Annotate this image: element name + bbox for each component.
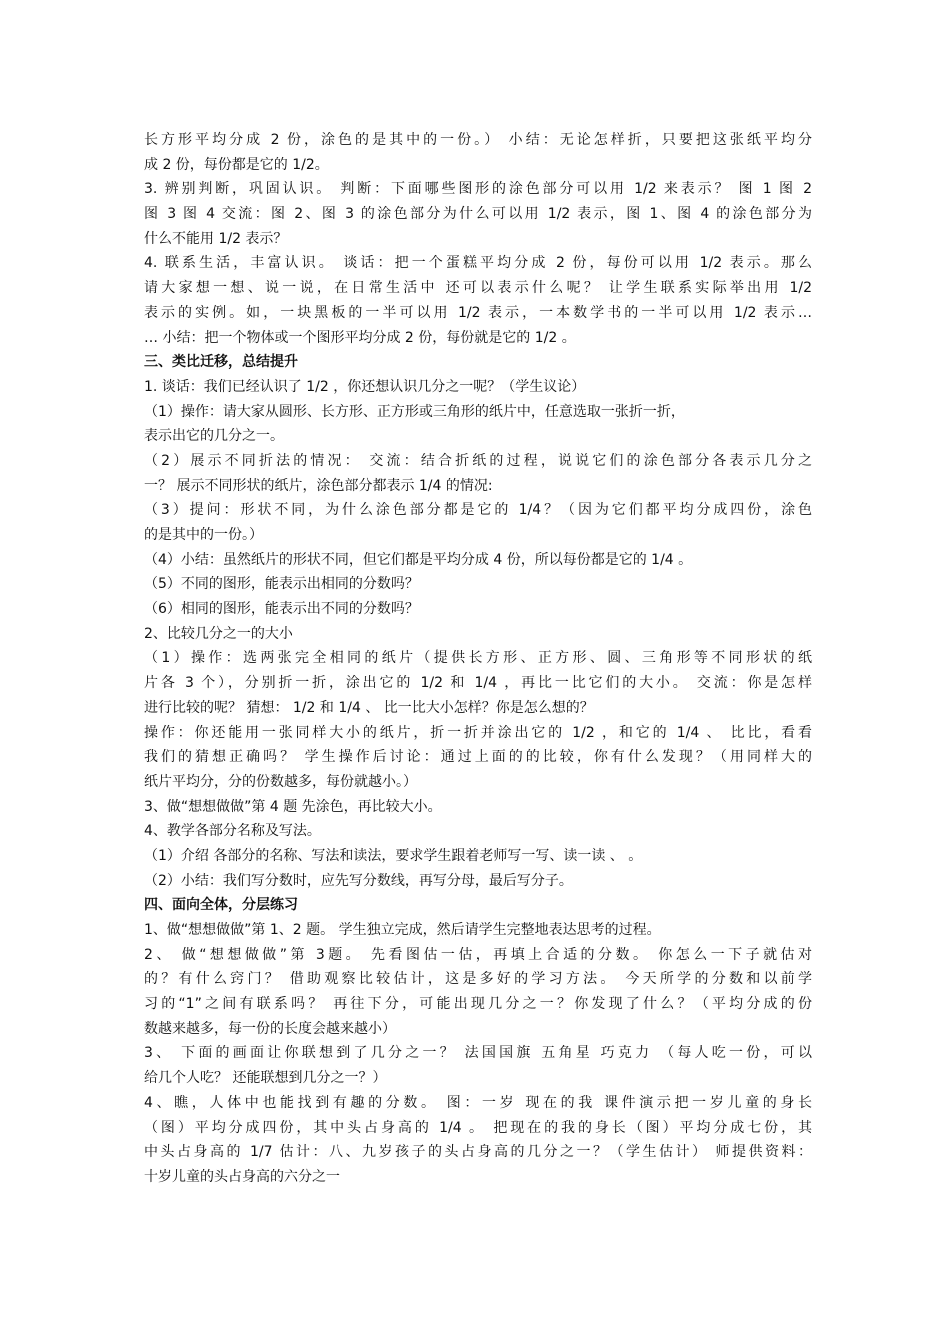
text-line: 长方形平均分成 2 份，涂色的是其中的一份。） 小结：无论怎样折，只要把这张纸平均分 [144,132,812,148]
text-line: （5）不同的图形，能表示出相同的分数吗？ [144,576,419,593]
text-line: 一？ 展示不同形状的纸片，涂色部分都表示 1/4 的情况: [144,477,493,494]
text-line: 2、 做“想想做做”第 3题。 先看图估一估，再填上合适的分数。 你怎么一下子就估对 [144,946,812,963]
text-line: 3、做“想想做做”第 4 题 先涂色，再比较大小。 [144,798,442,815]
section-heading: 三、类比迁移，总结提升 [144,354,298,371]
text-line: 4、教学各部分名称及写法。 [144,823,321,840]
text-line: 1. 谈话：我们已经认识了 1/2 ，你还想认识几分之一呢？（学生议论） [144,378,586,395]
text-line: 1、做“想想做做”第 1、2 题。 学生独立完成，然后请学生完整地表达思考的过程。 [144,922,661,938]
text-line: 的是其中的一份。） [144,527,263,543]
text-line: （1）介绍 各部分的名称、写法和读法，要求学生跟着老师写一写、读一读 、 。 [144,847,643,864]
text-line: 表示的实例。如，一块黑板的一半可以用 1/2 表示，一本数学书的一半可以用 1/2 表示… [144,304,812,321]
text-line: （2）小结：我们写分数时，应先写分数线，再写分母，最后写分子。 [144,872,573,889]
text-line: 什么不能用 1/2 表示？ [144,230,288,247]
text-line: （图）平均分成四份，其中头占身高的 1/4 。 把现在的我的身长（图）平均分成七份，其 [144,1119,812,1136]
text-line: 给几个人吃？ 还能联想到几分之一？） [144,1070,387,1087]
text-line: 3. 辨别判断，巩固认识。 判断：下面哪些图形的涂色部分可以用 1/2 来表示？ 图 1 图 2 [144,181,812,198]
text-line: 进行比较的呢？ 猜想： 1/2 和 1/4 、 比一比大小怎样？你是怎么想的？ [144,699,594,716]
text-line: 习的“1”之间有联系吗？ 再往下分，可能出现几分之一？你发现了什么？（平均分成的份 [144,996,812,1013]
text-line: 图 3 图 4 交流：图 2、图 3 的涂色部分为什么可以用 1/2 表示，图 1、图 4 的涂色部分为 [144,206,812,223]
text-line: （1）操作：选两张完全相同的纸片（提供长方形、正方形、圆、三角形等不同形状的纸 [144,650,812,667]
text-line: 中头占身高的 1/7 估计：八、九岁孩子的头占身高的几分之一？（学生估计） 师提供资料： [144,1144,812,1161]
text-line: 片各 3 个），分别折一折，涂出它的 1/2 和 1/4 ，再比一比它们的大小。 交流：你是怎样 [144,675,812,692]
text-line: 4、瞧，人体中也能找到有趣的分数。 图：一岁 现在的我 课件演示把一岁儿童的身长 [144,1094,812,1111]
text-line: 2、比较几分之一的大小 [144,625,293,642]
text-line: 的？有什么窍门？ 借助观察比较估计，这是多好的学习方法。 今天所学的分数和以前学 [144,971,812,988]
text-line: 4. 联系生活，丰富认识。 谈话：把一个蛋糕平均分成 2 份，每份可以用 1/2 表示。那么 [144,255,812,272]
text-line: … 小结：把一个物体或一个图形平均分成 2 份，每份就是它的 1/2 。 [144,329,576,346]
text-line: （6）相同的图形，能表示出不同的分数吗？ [144,601,419,618]
document-page [144,128,812,1190]
text-line: （4）小结：虽然纸片的形状不同，但它们都是平均分成 4 份，所以每份都是它的 1/4 。 [144,551,693,568]
section-heading: 四、面向全体，分层练习 [144,897,298,914]
text-line: （2）展示不同折法的情况： 交流：结合折纸的过程，说说它们的涂色部分各表示几分之 [144,452,812,469]
text-line: 请大家想一想、说一说，在日常生活中 还可以表示什么呢？ 让学生联系实际举出用 1/2 [144,280,812,297]
text-line: 3、 下面的画面让你联想到了几分之一？ 法国国旗 五角星 巧克力 （每人吃一份，可以 [144,1045,812,1062]
text-line: 操作：你还能用一张同样大小的纸片，折一折并涂出它的 1/2 ，和它的 1/4 、 比比，看看 [144,724,812,741]
text-line: （1）操作：请大家从圆形、长方形、正方形或三角形的纸片中，任意选取一张折一折， [144,403,685,420]
text-line: （3）提问：形状不同，为什么涂色部分都是它的 1/4？（因为它们都平均分成四份，涂色 [144,502,812,519]
text-line: 纸片平均分，分的份数越多，每份就越小。） [144,773,417,790]
text-line: 表示出它的几分之一。 [144,428,284,445]
text-line: 数越来越多，每一份的长度会越来越小） [144,1020,396,1037]
document-body [144,128,812,1190]
text-line: 成 2 份，每份都是它的 1/2。 [144,156,329,173]
text-line: 十岁儿童的头占身高的六分之一 [144,1168,340,1185]
text-line: 我们的猜想正确吗？ 学生操作后讨论：通过上面的的比较，你有什么发现？（用同样大的 [144,749,812,766]
